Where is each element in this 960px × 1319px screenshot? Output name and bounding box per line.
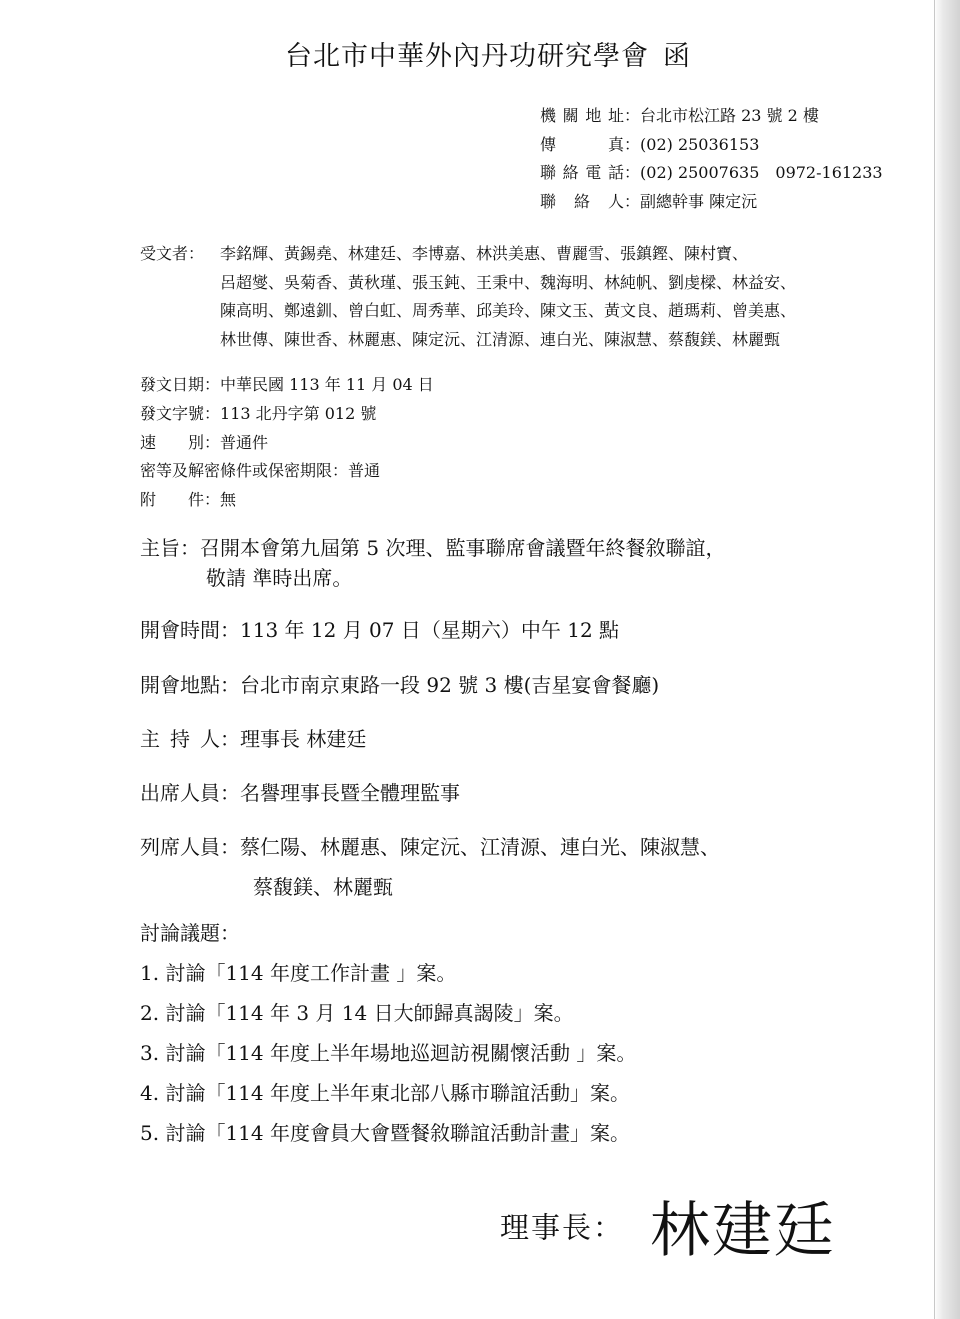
contact-value: 副總幹事 陳定沅 bbox=[640, 191, 758, 211]
meeting-observers bbox=[140, 832, 720, 902]
contact-phone: 聯絡電話：(02) 25007635 0972-161233 bbox=[540, 159, 883, 188]
meeting-attendees: 出席人員：名譽理事長暨全體理監事 bbox=[140, 781, 460, 805]
meeting-label: 列席人員 bbox=[140, 835, 220, 859]
meta-value: 中華民國 113 年 11 月 04 日 bbox=[220, 375, 434, 394]
meeting-label: 開會地點 bbox=[140, 673, 220, 697]
contact-label: 傳真 bbox=[540, 134, 624, 154]
attachment: 附件：無 bbox=[140, 486, 434, 515]
subject-block bbox=[140, 533, 725, 593]
meta-value: 普通件 bbox=[220, 432, 269, 452]
meta-value: 無 bbox=[220, 490, 237, 510]
contact-address: 機關地址：台北市松江路 23 號 2 樓 bbox=[540, 102, 883, 131]
topic-item: 3. 討論「114 年度上半年場地巡迴訪視關懷活動 」案。 bbox=[140, 1041, 637, 1065]
meeting-value: 名譽理事長暨全體理監事 bbox=[240, 781, 460, 805]
topic-item: 2. 討論「114 年 3 月 14 日大師歸真謁陵」案。 bbox=[140, 1001, 574, 1025]
contact-label: 機關地址 bbox=[540, 106, 624, 125]
meta-label: 速別 bbox=[140, 432, 204, 452]
subject-text: 召開本會第九屆第 5 次理、監事聯席會議暨年終餐敘聯誼， bbox=[200, 536, 726, 560]
topics-heading: 討論議題： bbox=[140, 921, 240, 945]
page-edge-shadow bbox=[934, 0, 960, 1319]
topic-item: 4. 討論「114 年度上半年東北部八縣市聯誼活動」案。 bbox=[140, 1081, 630, 1105]
contact-fax: 傳真：(02) 25036153 bbox=[540, 131, 883, 160]
contact-label: 聯絡電話 bbox=[540, 163, 624, 182]
meeting-host: 主持人：理事長 林建廷 bbox=[140, 724, 366, 754]
issue-number: 發文字號：113 北丹字第 012 號 bbox=[140, 403, 377, 423]
contact-value: (02) 25007635 0972-161233 bbox=[640, 163, 883, 182]
document-type: 函 bbox=[663, 41, 691, 72]
meeting-time: 開會時間：113 年 12 月 07 日（星期六）中午 12 點 bbox=[140, 618, 620, 642]
topic-item: 1. 討論「114 年度工作計畫 」案。 bbox=[140, 961, 457, 985]
contact-person: 聯絡人：副總幹事 陳定沅 bbox=[540, 188, 883, 217]
meeting-value: 蔡仁陽、林麗惠、陳定沅、江清源、連白光、陳淑慧、 bbox=[240, 835, 720, 859]
document-title bbox=[0, 34, 960, 73]
organization-name: 台北市中華外內丹功研究學會 bbox=[285, 41, 649, 72]
discussion-topics bbox=[140, 913, 636, 1153]
signature-name: 林建廷 bbox=[650, 1196, 837, 1266]
recipients-line: 呂超燮、吳菊香、黃秋瑾、張玉鈍、王秉中、魏海明、林純帆、劉虔樑、林益安、 bbox=[220, 272, 797, 292]
topic-item: 5. 討論「114 年度會員大會暨餐敘聯誼活動計畫」案。 bbox=[140, 1121, 630, 1145]
recipients-list bbox=[220, 240, 840, 354]
meta-label: 附件 bbox=[140, 490, 204, 510]
subject-label: 主旨： bbox=[140, 536, 200, 560]
meeting-label: 主持人 bbox=[140, 727, 220, 751]
delivery-speed: 速別：普通件 bbox=[140, 429, 434, 458]
meeting-value: 台北市南京東路一段 92 號 3 樓(吉星宴會餐廳) bbox=[240, 673, 660, 697]
contact-label: 聯絡人 bbox=[540, 191, 624, 211]
meta-label: 發文日期 bbox=[140, 375, 205, 394]
recipients-line: 李銘輝、黃錫堯、林建廷、李博嘉、林洪美惠、曹麗雪、張鎮鏗、陳村寶、 bbox=[220, 244, 749, 263]
contact-value: 台北市松江路 23 號 2 樓 bbox=[640, 106, 819, 125]
observers-continuation: 蔡馥鎂、林麗甄 bbox=[253, 875, 393, 899]
meeting-label: 開會時間 bbox=[140, 618, 220, 642]
recipients-label: 受文者： bbox=[140, 244, 205, 263]
contact-block bbox=[540, 102, 883, 216]
secrecy-level: 密等及解密條件或保密期限：普通 bbox=[140, 461, 381, 481]
signature-title: 理事長： bbox=[500, 1210, 625, 1245]
contact-value: (02) 25036153 bbox=[640, 134, 760, 154]
meta-label: 發文字號 bbox=[140, 403, 205, 423]
meeting-value: 113 年 12 月 07 日（星期六）中午 12 點 bbox=[240, 618, 620, 642]
observers-line: 列席人員：蔡仁陽、林麗惠、陳定沅、江清源、連白光、陳淑慧、 bbox=[140, 835, 720, 859]
subject-line bbox=[140, 533, 725, 563]
subject-continuation: 敬請 準時出席。 bbox=[206, 566, 353, 590]
meta-value: 113 北丹字第 012 號 bbox=[220, 403, 377, 423]
signature-block bbox=[500, 1183, 836, 1269]
recipients-block bbox=[140, 240, 840, 354]
meeting-value: 理事長 林建廷 bbox=[240, 727, 367, 751]
meta-label: 密等及解密條件或保密期限 bbox=[140, 461, 333, 481]
recipients-line: 林世傳、陳世香、林麗惠、陳定沅、江清源、連白光、陳淑慧、蔡馥鎂、林麗甄 bbox=[220, 329, 781, 349]
recipients-line: 陳高明、鄭遠釧、曾白虹、周秀華、邱美玲、陳文玉、黃文良、趙瑪莉、曾美惠、 bbox=[220, 301, 797, 320]
meeting-place: 開會地點：台北市南京東路一段 92 號 3 樓(吉星宴會餐廳) bbox=[140, 673, 660, 697]
issue-date: 發文日期：中華民國 113 年 11 月 04 日 bbox=[140, 375, 434, 394]
meta-value: 普通 bbox=[348, 461, 381, 481]
issuance-meta bbox=[140, 371, 434, 515]
meeting-label: 出席人員 bbox=[140, 781, 220, 805]
